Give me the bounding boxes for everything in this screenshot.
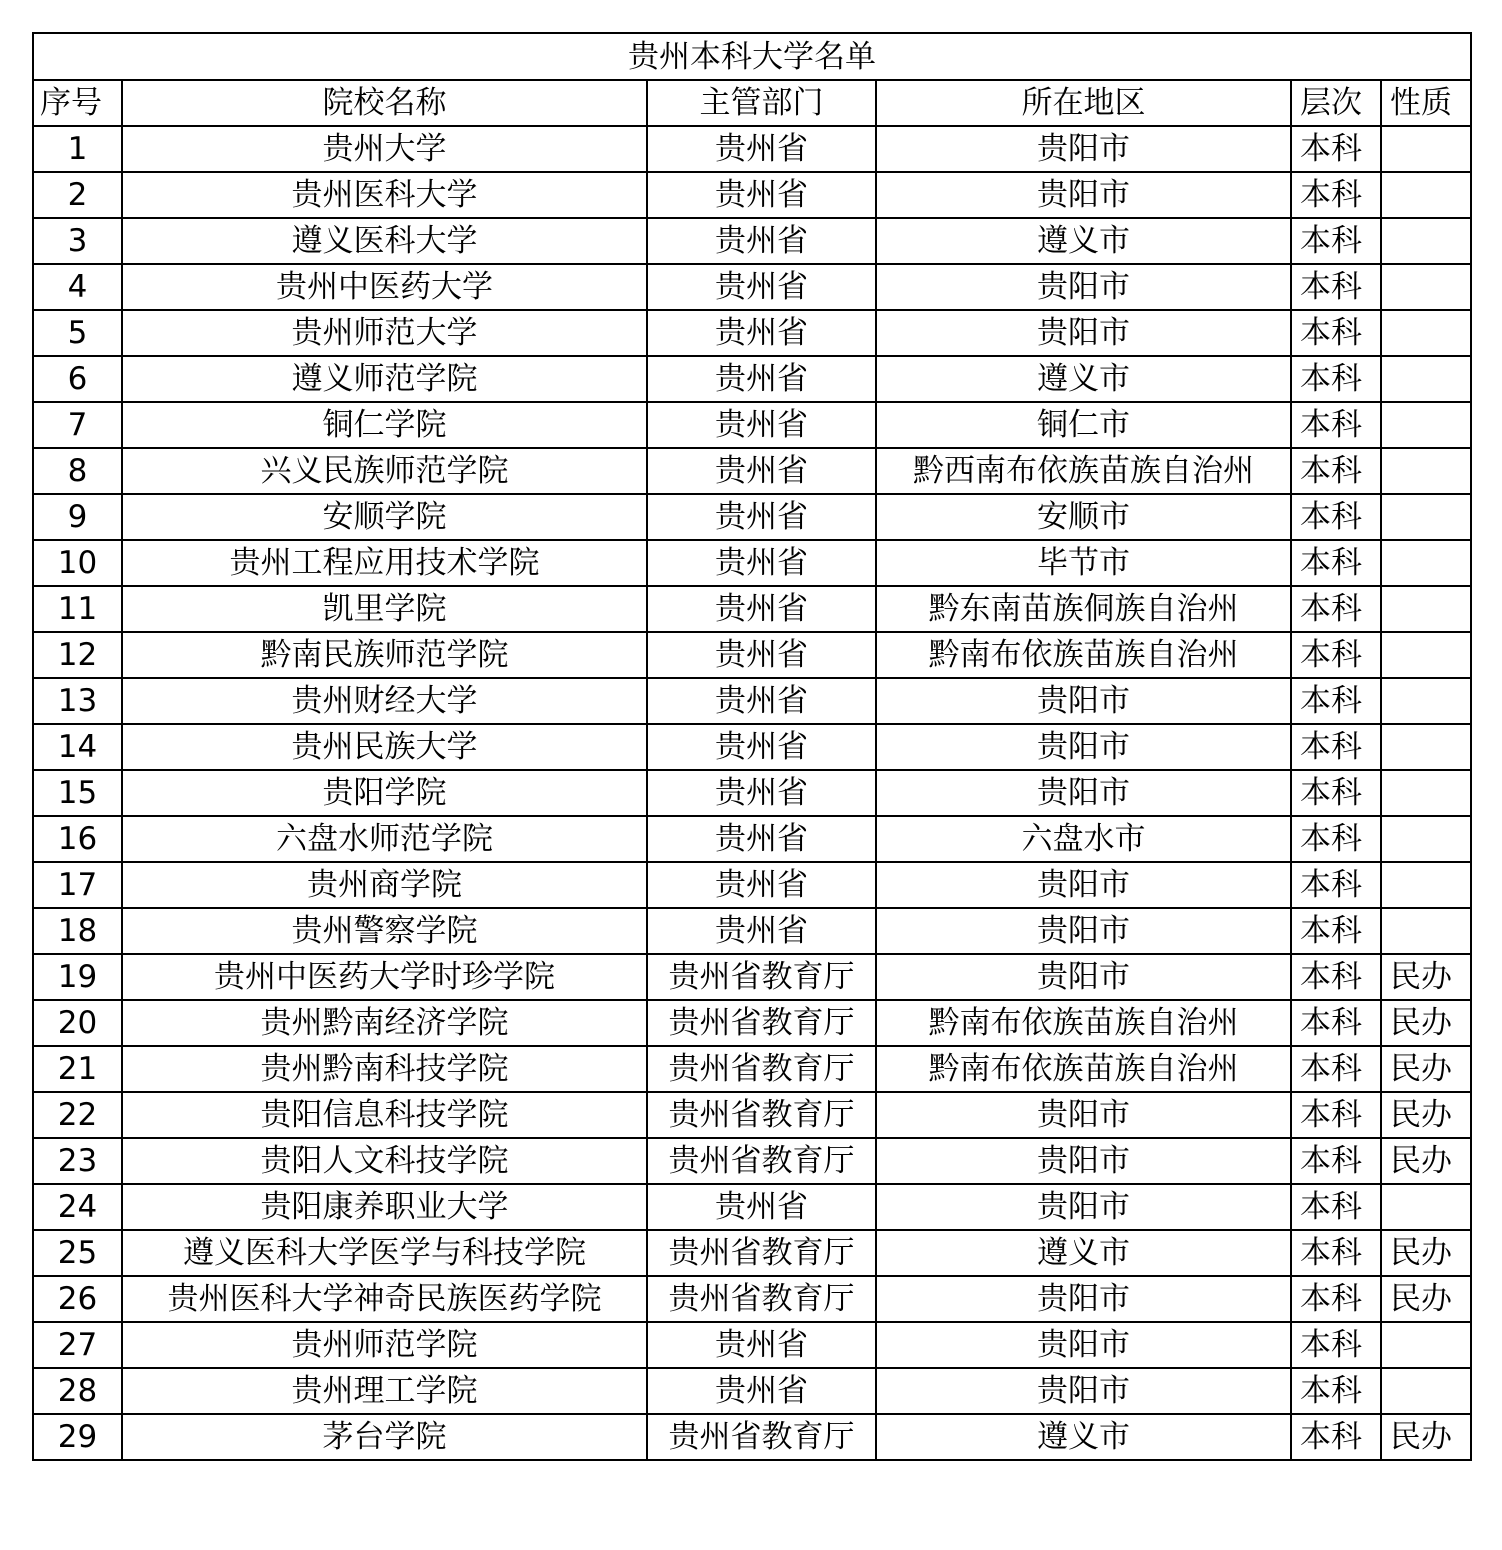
cell-region: 铜仁市 [876,402,1291,448]
table-body [33,126,1471,1460]
cell-level: 本科 [1291,1414,1381,1460]
cell-dept: 贵州省教育厅 [647,1092,876,1138]
table-row [33,632,1471,678]
table-row [33,816,1471,862]
table-row [33,586,1471,632]
cell-region: 贵阳市 [876,126,1291,172]
cell-name: 贵州警察学院 [122,908,647,954]
cell-region: 贵阳市 [876,172,1291,218]
cell-nature [1381,908,1471,954]
cell-dept: 贵州省 [647,586,876,632]
cell-dept: 贵州省 [647,816,876,862]
cell-dept: 贵州省 [647,540,876,586]
cell-level: 本科 [1291,1138,1381,1184]
table-row [33,1276,1471,1322]
cell-nature [1381,1322,1471,1368]
table-row [33,1138,1471,1184]
cell-region: 遵义市 [876,1230,1291,1276]
cell-dept: 贵州省教育厅 [647,1046,876,1092]
cell-seq: 19 [33,954,122,1000]
cell-seq: 8 [33,448,122,494]
cell-seq: 28 [33,1368,122,1414]
table-row [33,1230,1471,1276]
cell-level: 本科 [1291,1092,1381,1138]
table-row [33,310,1471,356]
cell-seq: 20 [33,1000,122,1046]
cell-seq: 18 [33,908,122,954]
cell-level: 本科 [1291,218,1381,264]
header-seq: 序号 [33,80,122,126]
cell-dept: 贵州省 [647,310,876,356]
cell-seq: 26 [33,1276,122,1322]
cell-region: 贵阳市 [876,310,1291,356]
cell-name: 贵阳人文科技学院 [122,1138,647,1184]
table-row [33,862,1471,908]
cell-nature [1381,402,1471,448]
cell-name: 铜仁学院 [122,402,647,448]
cell-level: 本科 [1291,264,1381,310]
cell-seq: 12 [33,632,122,678]
cell-name: 贵州医科大学神奇民族医药学院 [122,1276,647,1322]
cell-nature: 民办 [1381,1046,1471,1092]
cell-region: 黔南布依族苗族自治州 [876,632,1291,678]
cell-name: 遵义医科大学医学与科技学院 [122,1230,647,1276]
table-row [33,172,1471,218]
cell-nature [1381,862,1471,908]
cell-name: 贵州黔南经济学院 [122,1000,647,1046]
cell-level: 本科 [1291,1276,1381,1322]
cell-level: 本科 [1291,310,1381,356]
table-row [33,494,1471,540]
cell-name: 贵阳康养职业大学 [122,1184,647,1230]
cell-nature: 民办 [1381,1230,1471,1276]
universities-table [32,32,1472,1461]
cell-name: 贵州商学院 [122,862,647,908]
cell-region: 遵义市 [876,1414,1291,1460]
cell-name: 遵义医科大学 [122,218,647,264]
cell-nature [1381,724,1471,770]
cell-level: 本科 [1291,954,1381,1000]
cell-dept: 贵州省 [647,494,876,540]
cell-seq: 4 [33,264,122,310]
cell-dept: 贵州省教育厅 [647,1414,876,1460]
cell-dept: 贵州省 [647,1184,876,1230]
table-row [33,1368,1471,1414]
table-row [33,1046,1471,1092]
cell-nature: 民办 [1381,1092,1471,1138]
cell-nature [1381,632,1471,678]
cell-region: 贵阳市 [876,724,1291,770]
cell-nature [1381,494,1471,540]
cell-nature [1381,448,1471,494]
cell-seq: 11 [33,586,122,632]
cell-dept: 贵州省 [647,172,876,218]
cell-nature [1381,1184,1471,1230]
cell-nature [1381,126,1471,172]
cell-level: 本科 [1291,632,1381,678]
cell-dept: 贵州省教育厅 [647,1276,876,1322]
cell-dept: 贵州省 [647,1368,876,1414]
table-row [33,724,1471,770]
cell-name: 贵州中医药大学时珍学院 [122,954,647,1000]
cell-name: 贵阳信息科技学院 [122,1092,647,1138]
cell-nature [1381,264,1471,310]
cell-region: 安顺市 [876,494,1291,540]
cell-name: 茅台学院 [122,1414,647,1460]
table-row [33,402,1471,448]
cell-nature: 民办 [1381,1276,1471,1322]
cell-seq: 5 [33,310,122,356]
cell-dept: 贵州省教育厅 [647,1000,876,1046]
cell-region: 黔南布依族苗族自治州 [876,1046,1291,1092]
cell-dept: 贵州省 [647,724,876,770]
cell-dept: 贵州省 [647,402,876,448]
table-row [33,1092,1471,1138]
cell-level: 本科 [1291,494,1381,540]
cell-dept: 贵州省 [647,862,876,908]
cell-level: 本科 [1291,126,1381,172]
cell-region: 贵阳市 [876,1322,1291,1368]
cell-name: 贵州财经大学 [122,678,647,724]
cell-level: 本科 [1291,816,1381,862]
header-name: 院校名称 [122,80,647,126]
cell-name: 贵州医科大学 [122,172,647,218]
cell-dept: 贵州省教育厅 [647,1138,876,1184]
header-dept: 主管部门 [647,80,876,126]
cell-region: 贵阳市 [876,1184,1291,1230]
cell-name: 贵州中医药大学 [122,264,647,310]
cell-seq: 7 [33,402,122,448]
cell-name: 贵州理工学院 [122,1368,647,1414]
table-row [33,954,1471,1000]
cell-region: 黔西南布依族苗族自治州 [876,448,1291,494]
cell-region: 贵阳市 [876,1368,1291,1414]
cell-dept: 贵州省教育厅 [647,954,876,1000]
cell-seq: 21 [33,1046,122,1092]
table-row [33,770,1471,816]
table-title: 贵州本科大学名单 [33,33,1471,80]
header-row [33,80,1471,126]
cell-nature: 民办 [1381,1138,1471,1184]
cell-seq: 27 [33,1322,122,1368]
cell-level: 本科 [1291,402,1381,448]
cell-level: 本科 [1291,1000,1381,1046]
cell-dept: 贵州省 [647,678,876,724]
header-nature: 性质 [1381,80,1471,126]
cell-seq: 25 [33,1230,122,1276]
cell-region: 黔南布依族苗族自治州 [876,1000,1291,1046]
cell-nature: 民办 [1381,954,1471,1000]
cell-level: 本科 [1291,1368,1381,1414]
cell-seq: 1 [33,126,122,172]
cell-region: 贵阳市 [876,1276,1291,1322]
cell-name: 贵州大学 [122,126,647,172]
cell-dept: 贵州省 [647,908,876,954]
cell-region: 遵义市 [876,218,1291,264]
cell-level: 本科 [1291,678,1381,724]
cell-region: 毕节市 [876,540,1291,586]
cell-name: 兴义民族师范学院 [122,448,647,494]
cell-nature [1381,586,1471,632]
cell-region: 贵阳市 [876,908,1291,954]
cell-level: 本科 [1291,1184,1381,1230]
cell-level: 本科 [1291,1322,1381,1368]
cell-seq: 6 [33,356,122,402]
cell-region: 贵阳市 [876,770,1291,816]
table-row [33,1184,1471,1230]
cell-nature: 民办 [1381,1000,1471,1046]
cell-name: 贵州黔南科技学院 [122,1046,647,1092]
header-region: 所在地区 [876,80,1291,126]
cell-level: 本科 [1291,862,1381,908]
table-row [33,126,1471,172]
cell-name: 遵义师范学院 [122,356,647,402]
cell-name: 安顺学院 [122,494,647,540]
cell-seq: 22 [33,1092,122,1138]
cell-region: 贵阳市 [876,954,1291,1000]
cell-dept: 贵州省 [647,264,876,310]
table-row [33,218,1471,264]
cell-name: 贵州工程应用技术学院 [122,540,647,586]
cell-seq: 24 [33,1184,122,1230]
table-row [33,356,1471,402]
cell-region: 六盘水市 [876,816,1291,862]
cell-seq: 17 [33,862,122,908]
cell-name: 贵州师范大学 [122,310,647,356]
header-level: 层次 [1291,80,1381,126]
table-row [33,1000,1471,1046]
cell-level: 本科 [1291,770,1381,816]
cell-dept: 贵州省 [647,1322,876,1368]
cell-nature [1381,172,1471,218]
cell-dept: 贵州省 [647,126,876,172]
cell-dept: 贵州省 [647,770,876,816]
table-row [33,1322,1471,1368]
cell-dept: 贵州省 [647,218,876,264]
cell-seq: 23 [33,1138,122,1184]
cell-nature [1381,310,1471,356]
table-row [33,908,1471,954]
cell-seq: 29 [33,1414,122,1460]
cell-seq: 16 [33,816,122,862]
cell-name: 贵州民族大学 [122,724,647,770]
cell-nature: 民办 [1381,1414,1471,1460]
cell-seq: 9 [33,494,122,540]
table-row [33,540,1471,586]
table-row [33,1414,1471,1460]
cell-name: 六盘水师范学院 [122,816,647,862]
cell-name: 贵州师范学院 [122,1322,647,1368]
cell-level: 本科 [1291,1046,1381,1092]
cell-region: 贵阳市 [876,678,1291,724]
cell-name: 黔南民族师范学院 [122,632,647,678]
cell-nature [1381,770,1471,816]
cell-seq: 15 [33,770,122,816]
title-row [33,33,1471,80]
cell-dept: 贵州省 [647,356,876,402]
cell-nature [1381,540,1471,586]
cell-seq: 10 [33,540,122,586]
cell-name: 贵阳学院 [122,770,647,816]
cell-nature [1381,1368,1471,1414]
cell-level: 本科 [1291,586,1381,632]
table-row [33,264,1471,310]
cell-seq: 13 [33,678,122,724]
cell-region: 黔东南苗族侗族自治州 [876,586,1291,632]
cell-region: 贵阳市 [876,1092,1291,1138]
cell-name: 凯里学院 [122,586,647,632]
cell-level: 本科 [1291,908,1381,954]
cell-region: 遵义市 [876,356,1291,402]
cell-dept: 贵州省 [647,448,876,494]
cell-level: 本科 [1291,356,1381,402]
cell-nature [1381,218,1471,264]
cell-seq: 14 [33,724,122,770]
cell-dept: 贵州省教育厅 [647,1230,876,1276]
cell-level: 本科 [1291,724,1381,770]
cell-region: 贵阳市 [876,264,1291,310]
cell-seq: 2 [33,172,122,218]
cell-level: 本科 [1291,448,1381,494]
table-row [33,448,1471,494]
cell-nature [1381,678,1471,724]
cell-region: 贵阳市 [876,862,1291,908]
cell-level: 本科 [1291,172,1381,218]
cell-level: 本科 [1291,1230,1381,1276]
cell-level: 本科 [1291,540,1381,586]
cell-nature [1381,816,1471,862]
cell-nature [1381,356,1471,402]
cell-region: 贵阳市 [876,1138,1291,1184]
cell-seq: 3 [33,218,122,264]
cell-dept: 贵州省 [647,632,876,678]
table-row [33,678,1471,724]
